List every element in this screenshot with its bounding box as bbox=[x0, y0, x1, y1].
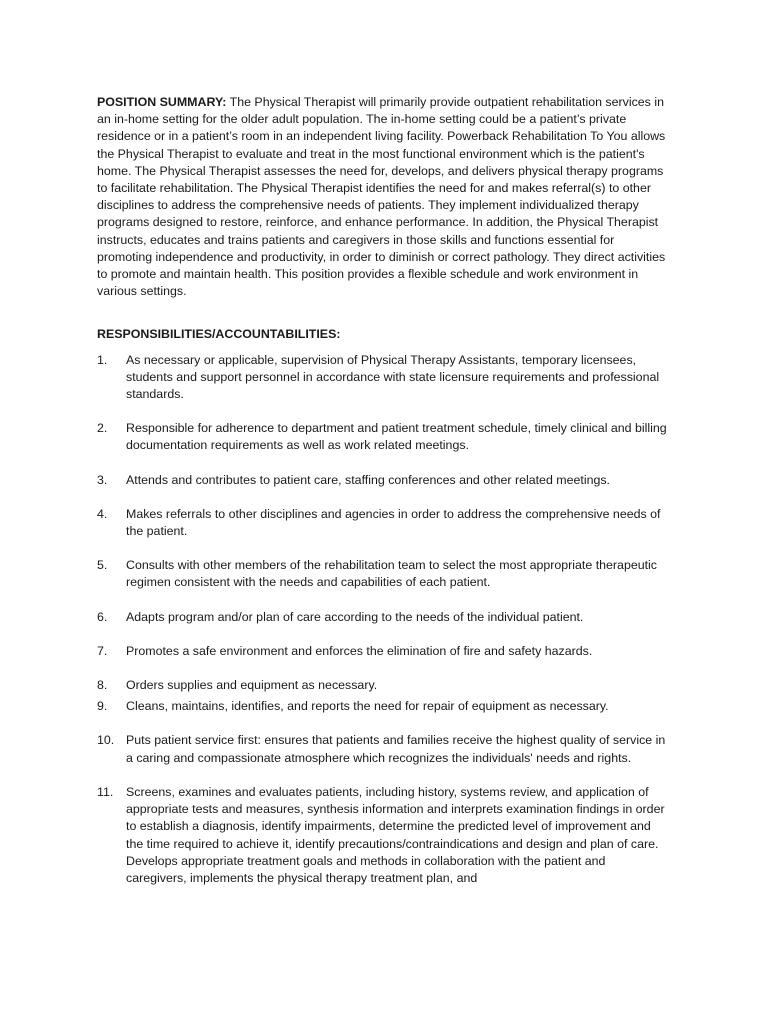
position-summary-text: The Physical Therapist will primarily provide outpatient rehabilitation services in an in-home setting for the older adult population. The in-home setting could be a patient’s private residence or in a patient’s room in an independent living facility. Powerback Rehabilitation To You allows the Physical Therapist to evaluate and treat in the most functional environment which is the patient's home. The Physical Therapist assesses the need for, develops, and delivers physical therapy programs to facilitate rehabilitation. The Physical Therapist identifies the need for and makes referral(s) to other disciplines to address the comprehensive needs of patients. They implement individualized therapy programs designed to restore, reinforce, and enhance performance. In addition, the Physical Therapist instructs, educates and trains patients and caregivers in those skills and functions essential for promoting independence and productivity, in order to diminish or correct pathology. They direct activities to promote and maintain health. This position provides a flexible schedule and work environment in various settings. bbox=[97, 95, 666, 299]
list-item-number: 4. bbox=[97, 506, 108, 521]
responsibilities-list bbox=[97, 352, 667, 887]
list-item-number: 9. bbox=[97, 699, 108, 714]
list-item-text: Orders supplies and equipment as necessary. bbox=[126, 678, 378, 693]
list-item-number: 7. bbox=[97, 643, 108, 658]
list-item-text: As necessary or applicable, supervision of Physical Therapy Assistants, temporary licensees, students and support personnel in accordance with state licensure requirements and professional standards. bbox=[126, 352, 660, 402]
list-item bbox=[97, 506, 667, 540]
list-item-number: 5. bbox=[97, 558, 108, 573]
list-item bbox=[97, 698, 667, 715]
list-item-text: Adapts program and/or plan of care according to the needs of the individual patient. bbox=[126, 609, 584, 624]
list-item-number: 2. bbox=[97, 421, 108, 436]
list-item bbox=[97, 643, 667, 660]
list-item-number: 6. bbox=[97, 609, 108, 624]
list-item bbox=[97, 352, 667, 404]
position-summary-label: POSITION SUMMARY: bbox=[97, 95, 227, 109]
list-item bbox=[97, 557, 667, 591]
list-item-text: Consults with other members of the rehabilitation team to select the most appropriate therapeutic regimen consistent with the needs and capabilities of each patient. bbox=[126, 558, 658, 590]
list-item bbox=[97, 420, 667, 454]
responsibilities-heading: RESPONSIBILITIES/ACCOUNTABILITIES: bbox=[97, 327, 341, 342]
list-item bbox=[97, 472, 667, 489]
position-summary bbox=[97, 94, 667, 300]
list-item-number: 10. bbox=[97, 733, 115, 748]
list-item-text: Screens, examines and evaluates patients, including history, systems review, and application of appropriate tests and measures, synthesis information and interprets examination findings in order to establish a diagnosis, identify impairments, determine the predicted level of improvement and the time required to achieve it, identify precautions/contraindications and design and plan of care. Develops appropriate treatment goals and methods in collaboration with the patient and caregivers, implements the physical therapy treatment plan, and bbox=[126, 784, 665, 885]
list-item-number: 3. bbox=[97, 472, 108, 487]
list-item-text: Responsible for adherence to department and patient treatment schedule, timely clinical and billing documentation requirements as well as work related meetings. bbox=[126, 421, 667, 453]
list-item-text: Attends and contributes to patient care, staffing conferences and other related meetings. bbox=[126, 472, 610, 487]
list-item-number: 8. bbox=[97, 678, 108, 693]
list-item-number: 1. bbox=[97, 352, 108, 367]
list-item-text: Makes referrals to other disciplines and agencies in order to address the comprehensive needs of the patient. bbox=[126, 506, 661, 539]
list-item bbox=[97, 784, 667, 887]
list-item-text: Puts patient service first: ensures that patients and families receive the highest quality of service in a caring and compassionate atmosphere which recognizes the individuals' needs and rights. bbox=[126, 733, 666, 765]
document-page bbox=[97, 94, 667, 904]
list-item-number: 11. bbox=[97, 784, 114, 799]
list-item-text: Cleans, maintains, identifies, and reports the need for repair of equipment as necessary. bbox=[126, 699, 609, 714]
list-item bbox=[97, 732, 667, 766]
list-item bbox=[97, 677, 667, 694]
list-item-text: Promotes a safe environment and enforces the elimination of fire and safety hazards. bbox=[126, 643, 593, 658]
list-item bbox=[97, 609, 667, 626]
